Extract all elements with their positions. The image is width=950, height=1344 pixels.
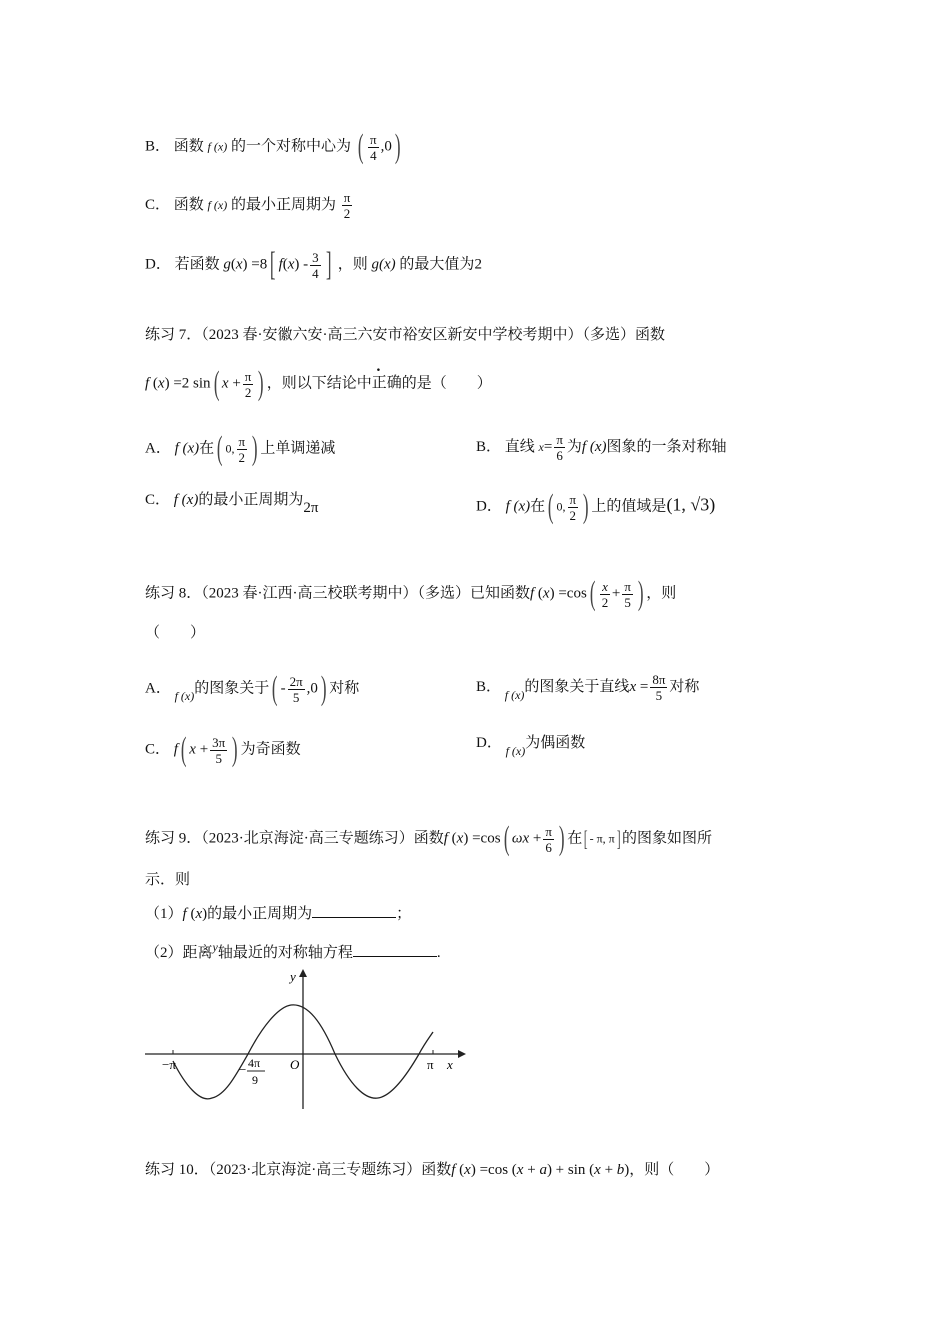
- sub-text: ；: [396, 906, 412, 922]
- math-fraction: $\frac{\pi}{2}$: [244, 368, 252, 400]
- math-paren: ): [320, 670, 327, 707]
- math-fraction: $\frac{\pi}{6}$: [556, 432, 563, 463]
- math-fx: f (x): [173, 492, 199, 508]
- option-text: 对称: [329, 680, 360, 697]
- q9-graph: [140, 965, 470, 1115]
- stem-text: ，则以下结论中: [266, 375, 372, 392]
- option-label: B．: [476, 438, 502, 455]
- option-text: 的图象关于: [194, 680, 270, 697]
- q9-sub1: [145, 903, 411, 924]
- math-paren: (: [272, 670, 278, 707]
- title-text: 练习 9．（2023·北京海淀·高三专题练习）函数: [145, 830, 444, 847]
- option-text: 图象的一条对称轴: [606, 438, 727, 455]
- q8-option-c: C． f( x + $\frac{3\pi}{5}$ ) 为奇函数: [145, 731, 301, 768]
- answer-blank[interactable]: [353, 942, 437, 957]
- label-pi: π: [427, 1057, 434, 1072]
- option-text: 为偶函数: [525, 735, 586, 751]
- math-fraction: $\frac{\pi}{2}$: [238, 433, 246, 465]
- option-text: 若函数: [174, 256, 220, 273]
- option-label: C．: [145, 741, 171, 758]
- math-paren: (: [357, 128, 364, 165]
- tick-denominator: 9: [252, 1073, 258, 1087]
- math-fraction: $\frac{\pi}{4}$: [370, 131, 377, 163]
- math-paren: (: [589, 575, 596, 612]
- math-fraction: $\frac{2\pi}{5}$: [289, 673, 303, 705]
- tick-sign: −: [239, 1062, 247, 1077]
- title-text: 的图象如图所: [622, 830, 713, 847]
- math-expression: f (x) =cos: [443, 830, 501, 847]
- math-paren: (: [503, 820, 510, 857]
- math-paren: (: [213, 365, 220, 402]
- option-label: B．: [476, 678, 502, 695]
- q7-option-a: A． f (x)在( 0, $\frac{\pi}{2}$ ) 上单调递减: [145, 430, 336, 467]
- option-label: A．: [145, 440, 171, 457]
- math-bracket: [: [584, 826, 588, 851]
- math-paren: ): [582, 488, 589, 525]
- q10-title: [145, 1160, 719, 1180]
- math-paren: (: [217, 430, 223, 467]
- math-fx: f (x): [174, 440, 200, 457]
- math-expression: f (x) =cos (x + a) + sin (x + b): [451, 1162, 630, 1178]
- math-paren: ): [258, 365, 264, 402]
- math-fx: f (x): [504, 687, 525, 702]
- math-bracket: [: [270, 246, 276, 283]
- math-gx: g(x): [371, 256, 396, 273]
- q8-option-a: A． $_{f (x)}$的图象关于( - $\frac{2\pi}{5}$ ,0) 对称: [145, 670, 360, 707]
- stem-text: 的是（ ）: [401, 375, 492, 392]
- math-fraction: $\frac{\pi}{2}$: [569, 491, 577, 523]
- q8-paren: （ ）: [145, 625, 206, 641]
- q7-stem: f (x) =2 sin( x + $\frac{\pi}{2}$ ) ，则以下结论中正确的是（ ）: [145, 365, 492, 402]
- option-text: 在: [530, 498, 546, 515]
- option-label: C．: [145, 196, 171, 213]
- math-paren: (: [548, 488, 554, 525]
- option-text: 的最小正周期为: [230, 196, 336, 213]
- option-text: 直线: [504, 438, 535, 455]
- sub-label: （1）: [145, 906, 183, 922]
- math-fx: f (x): [505, 498, 531, 515]
- q9-line2: 示．则: [145, 872, 191, 888]
- option-text: 的最小正周期为: [198, 492, 304, 508]
- q7-option-b: B． 直线 x= $\frac{\pi}{6}$ 为f (x)图象的一条对称轴: [476, 432, 727, 463]
- math-paren: ): [558, 820, 565, 857]
- math-interval: (1, √3): [666, 494, 716, 515]
- option-label: D．: [476, 735, 502, 751]
- q7-option-c: [145, 490, 319, 516]
- math-fraction: $\frac{8\pi}{5}$: [652, 672, 666, 703]
- title-text: 练习 8．（2023 春·江西·高三校联考期中）（多选）已知函数: [145, 585, 530, 602]
- option-text: 上单调递减: [260, 440, 336, 457]
- math-expression: g(x) =8: [223, 256, 268, 273]
- label-y: y: [290, 969, 296, 984]
- sub-text: 的最小正周期为: [207, 906, 313, 922]
- sub-label: （2）距离: [145, 945, 213, 961]
- math-fx: f (x): [505, 744, 526, 758]
- q8-option-b: B． $_{f (x)}$的图象关于直线x = $\frac{8\pi}{5}$ 对称: [476, 672, 700, 703]
- math-fx: f (x): [581, 438, 607, 455]
- label-origin: O: [290, 1057, 300, 1072]
- y-axis-arrow-icon: [299, 969, 307, 977]
- math-fraction: $\frac{\pi}{2}$: [343, 190, 351, 221]
- math-x: x: [538, 439, 544, 454]
- label-neg-pi: −π: [162, 1057, 176, 1072]
- option-text: 为: [566, 438, 582, 455]
- option-value: 2: [474, 256, 482, 273]
- option-label: A．: [145, 680, 171, 697]
- math-y: y: [212, 940, 218, 954]
- option-text: 函数: [173, 196, 204, 213]
- math-fx: f (x): [207, 139, 228, 154]
- math-fx: f (x): [174, 689, 195, 704]
- math-fraction: $\frac{x}{2}$: [601, 578, 609, 610]
- option-label: B．: [145, 138, 171, 155]
- tick-numerator: 4π: [248, 1056, 261, 1070]
- label-x: x: [447, 1057, 453, 1072]
- math-2pi: 2π: [303, 500, 319, 516]
- math-fx: f (x): [207, 197, 228, 212]
- math-expression: f (x) =2 sin: [145, 375, 211, 392]
- q7-option-d: D． f (x)在( 0, $\frac{\pi}{2}$ ) 上的值域是(1, √3): [476, 488, 716, 525]
- math-expression: f (x) =cos: [530, 585, 587, 602]
- math-paren: ): [251, 430, 258, 467]
- q7-title: 练习 7．（2023 春·安徽六安·高三六安市裕安区新安中学校考期中）（多选）函数: [145, 327, 665, 343]
- math-fx: f (x): [182, 906, 208, 922]
- title-text: 练习 10．（2023·北京海淀·高三专题练习）函数: [145, 1162, 452, 1178]
- prev-option-d: D． 若函数 g(x) =8[ f(x) - $\frac{3}{4}$ ] ，则 g(x) 的最大值为2: [145, 246, 482, 283]
- option-text: 在: [199, 440, 215, 457]
- option-text: 函数: [173, 138, 204, 155]
- option-text: ，则: [337, 256, 368, 273]
- math-fraction: $\frac{3}{4}$: [312, 249, 319, 281]
- math-bracket: ]: [616, 826, 621, 851]
- math-fraction: $\frac{\pi}{5}$: [624, 578, 631, 610]
- option-text: 的一个对称中心为: [230, 138, 351, 155]
- math-paren: (: [180, 731, 187, 768]
- sub-text: 轴最近的对称轴方程: [217, 945, 353, 961]
- q8-title: 练习 8．（2023 春·江西·高三校联考期中）（多选）已知函数f (x) =cos( $\frac{x}{2}$ + $\frac{\pi}{5}$ ) ，则: [145, 575, 677, 612]
- option-text: 的图象关于直线: [524, 678, 630, 695]
- option-text: 上的值域是: [591, 498, 667, 515]
- q8-option-d: [476, 733, 586, 758]
- math-fraction: $\frac{\pi}{6}$: [545, 823, 552, 855]
- prev-option-b: B． 函数 f (x) 的一个对称中心为 ( $\frac{\pi}{4}$ ,0): [145, 128, 401, 165]
- math-bracket: ]: [325, 246, 332, 283]
- q9-sub2: [145, 942, 441, 963]
- option-text: 的最大值为: [399, 256, 475, 273]
- title-text: 在: [567, 830, 583, 847]
- math-paren: ): [232, 731, 238, 768]
- prev-option-c: [145, 190, 354, 221]
- math-f: f: [173, 741, 178, 758]
- math-fraction: $\frac{3\pi}{5}$: [212, 734, 226, 766]
- option-text: 对称: [669, 678, 700, 695]
- math-paren: ): [637, 575, 644, 612]
- option-label: D．: [476, 498, 502, 515]
- option-label: C．: [145, 492, 171, 508]
- x-axis-arrow-icon: [458, 1050, 466, 1058]
- title-text: ，则（ ）: [629, 1162, 720, 1178]
- title-text: ，则: [646, 585, 677, 602]
- option-text: 为奇函数: [240, 741, 301, 758]
- math-paren: ): [394, 128, 401, 165]
- answer-blank[interactable]: [312, 903, 396, 918]
- q9-title: 练习 9．（2023·北京海淀·高三专题练习）函数f (x) =cos( ωx + $\frac{\pi}{6}$ ) 在[ - π, π] 的图象如图所: [145, 820, 713, 857]
- sub-text: .: [436, 945, 441, 961]
- option-label: D．: [145, 256, 171, 273]
- emphasis-text: 正确: [371, 375, 402, 392]
